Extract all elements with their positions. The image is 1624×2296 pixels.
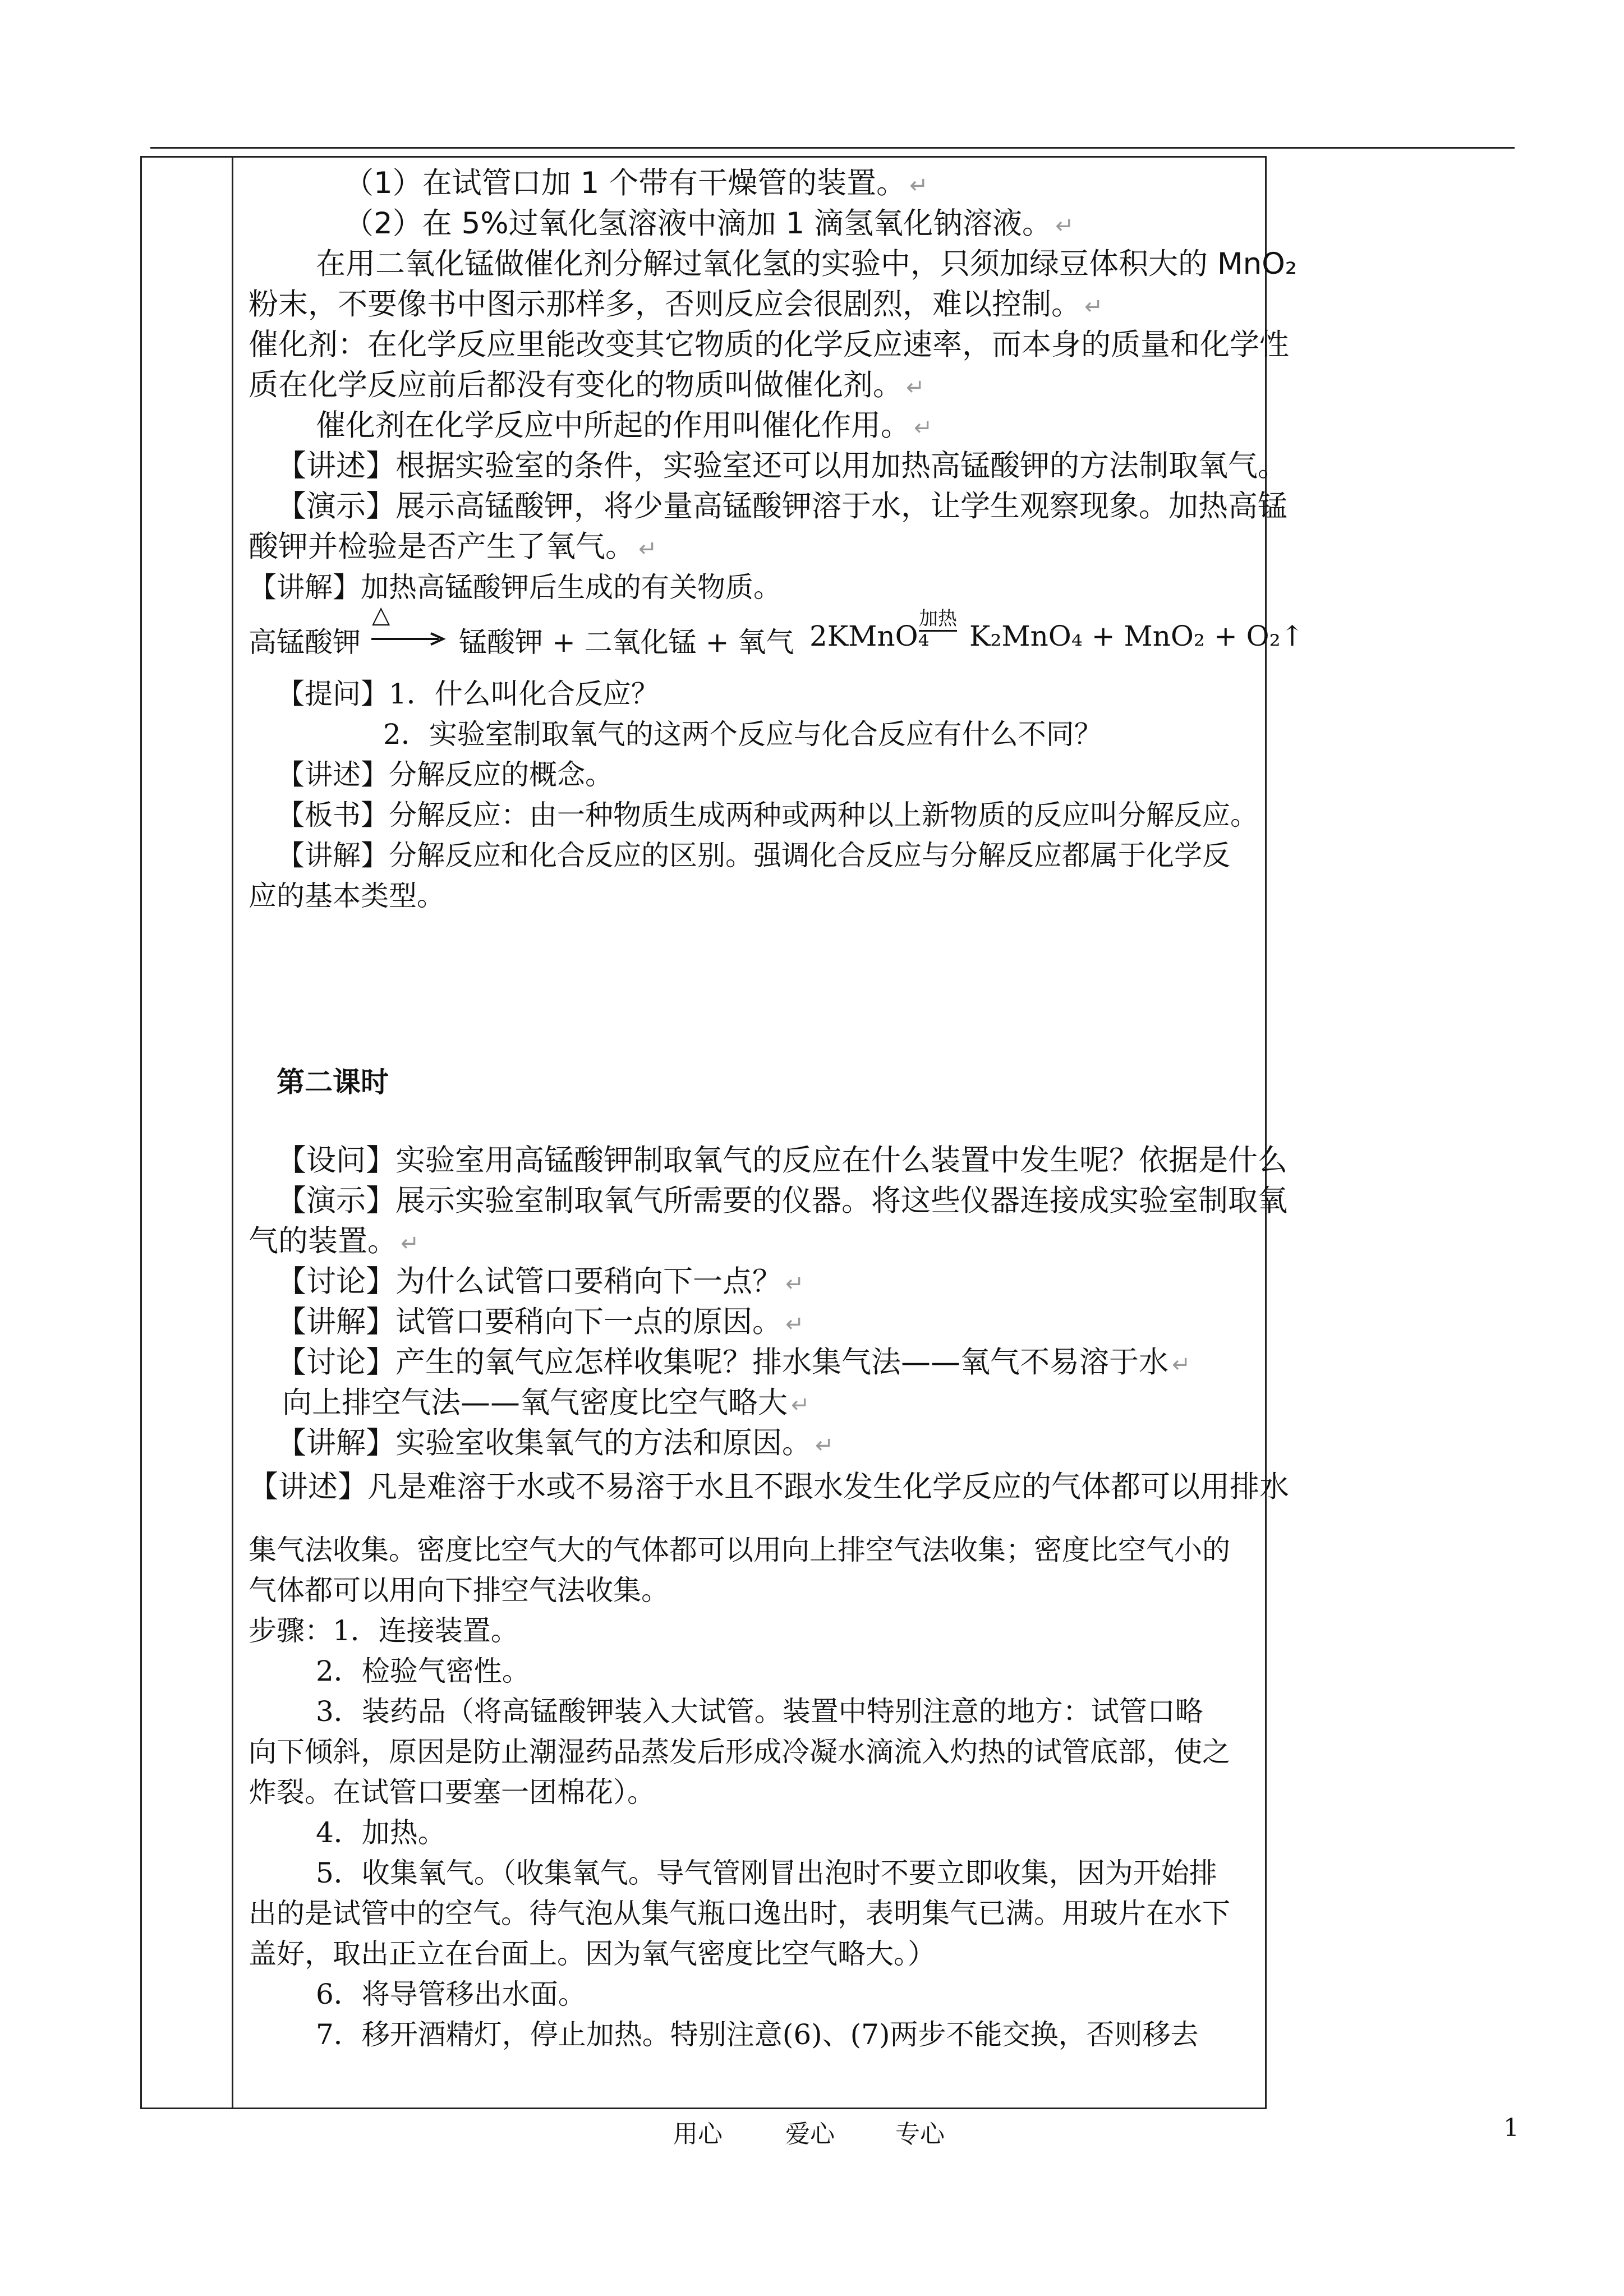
text-line: 在用二氧化锰做催化剂分解过氧化氢的实验中，只须加绿豆体积大的 MnO₂ <box>316 247 1298 281</box>
text-line: 【讨论】产生的氧气应怎样收集呢？排水集气法——氧气不易溶于水 ↵ <box>277 1345 1191 1379</box>
text-line: 5．收集氧气。（收集氧气。导气管刚冒出泡时不要立即收集，因为开始排 <box>316 1857 1217 1889</box>
formula-condition: 加热 <box>919 608 957 632</box>
text-line: 气的装置。 ↵ <box>249 1224 420 1258</box>
text-line: 【讲述】根据实验室的条件，实验室还可以用加热高锰酸钾的方法制取氧气。 <box>277 449 1287 483</box>
text-line: 粉末，不要像书中图示那样多，否则反应会很剧烈，难以控制。 ↵ <box>249 287 1103 321</box>
header-rule <box>150 147 1515 149</box>
text-line: 向下倾斜，原因是防止潮湿药品蒸发后形成冷凝水滴流入灼热的试管底部，使之 <box>249 1736 1230 1768</box>
text-line: 7．移开酒精灯，停止加热。特别注意(6)、(7)两步不能交换，否则移去 <box>316 2018 1199 2051</box>
text-line: 2．检验气密性。 <box>316 1655 530 1687</box>
footer-motto-3: 专心 <box>895 2120 945 2148</box>
text-line: 【演示】展示实验室制取氧气所需要的仪器。将这些仪器连接成实验室制取氧 <box>277 1184 1287 1218</box>
text-line: 6．将导管移出水面。 <box>316 1978 586 2010</box>
formula-right: K₂MnO₄ + MnO₂ + O₂↑ <box>969 620 1304 652</box>
text-line: 出的是试管中的空气。待气泡从集气瓶口逸出时，表明集气已满。用玻片在水下 <box>249 1897 1230 1930</box>
text-line: 集气法收集。密度比空气大的气体都可以用向上排空气法收集；密度比空气小的 <box>249 1534 1230 1566</box>
text-line: 【讨论】为什么试管口要稍向下一点？ ↵ <box>277 1264 804 1299</box>
text-line: 【提问】1．什么叫化合反应？ <box>277 678 659 710</box>
text-line: 应的基本类型。 <box>249 880 445 912</box>
content-table <box>140 156 1304 2109</box>
chemical-equation <box>249 601 1304 659</box>
reaction-arrow-icon <box>369 620 448 660</box>
table-column-divider <box>232 158 233 2108</box>
text-line: 质在化学反应前后都没有变化的物质叫做催化剂。 ↵ <box>249 368 925 402</box>
equation-condition: △ <box>372 601 390 628</box>
footer-motto-2: 爱心 <box>785 2120 835 2148</box>
text-line: 2．实验室制取氧气的这两个反应与化合反应有什么不同？ <box>383 718 1102 751</box>
text-line: 【讲解】加热高锰酸钾后生成的有关物质。 <box>249 571 781 604</box>
equation-products: 锰酸钾 + 二氧化锰 + 氧气 <box>459 626 794 659</box>
text-line: 【设问】实验室用高锰酸钾制取氧气的反应在什么装置中发生呢？依据是什么 <box>277 1143 1287 1177</box>
text-line: 【讲述】分解反应的概念。 <box>277 758 613 791</box>
text-line: 炸裂。在试管口要塞一团棉花）。 <box>249 1776 655 1809</box>
text-line: 【演示】展示高锰酸钾，将少量高锰酸钾溶于水，让学生观察现象。加热高锰 <box>277 489 1287 523</box>
text-line: 【讲解】分解反应和化合反应的区别。强调化合反应与分解反应都属于化学反 <box>277 839 1230 872</box>
formula-left: 2KMnO₄ <box>809 620 930 652</box>
text-line: 步骤：1．连接装置。 <box>249 1614 519 1647</box>
text-line: 气体都可以用向下排空气法收集。 <box>249 1574 669 1607</box>
equation-reactant: 高锰酸钾 <box>249 626 361 659</box>
text-line: （2）在 5%过氧化氢溶液中滴加 1 滴氢氧化钠溶液。 ↵ <box>344 206 1074 241</box>
text-line: 【讲解】试管口要稍向下一点的原因。 ↵ <box>277 1305 804 1339</box>
footer-motto-1: 用心 <box>673 2120 723 2148</box>
page-number: 1 <box>1503 2114 1519 2142</box>
section-title: 第二课时 <box>277 1065 389 1098</box>
text-line: 3．装药品（将高锰酸钾装入大试管。装置中特别注意的地方：试管口略 <box>316 1695 1203 1728</box>
text-line: 催化剂：在化学反应里能改变其它物质的化学反应速率，而本身的质量和化学性 <box>249 328 1289 362</box>
text-line: 酸钾并检验是否产生了氧气。 ↵ <box>249 530 657 564</box>
text-line: 向上排空气法——氧气密度比空气略大 ↵ <box>282 1386 810 1420</box>
text-line: 【讲述】凡是难溶于水或不易溶于水且不跟水发生化学反应的气体都可以用排水 <box>249 1470 1289 1504</box>
text-line: 催化剂在化学反应中所起的作用叫催化作用。 ↵ <box>316 408 933 443</box>
text-line: 【板书】分解反应：由一种物质生成两种或两种以上新物质的反应叫分解反应。 <box>277 799 1258 831</box>
text-line: 4．加热。 <box>316 1816 446 1849</box>
text-line: （1）在试管口加 1 个带有干燥管的装置。 ↵ <box>344 166 928 200</box>
text-line: 盖好，取出正立在台面上。因为氧气密度比空气略大。） <box>249 1938 936 1970</box>
text-line: 【讲解】实验室收集氧气的方法和原因。 ↵ <box>277 1426 834 1460</box>
